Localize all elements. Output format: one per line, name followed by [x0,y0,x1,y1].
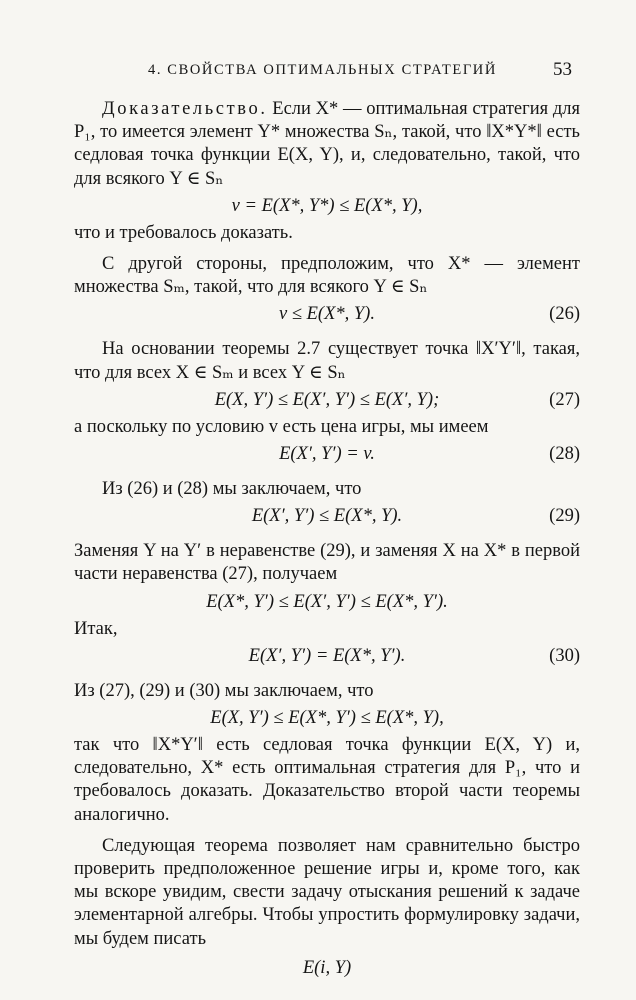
equation-formula: E(X*, Y′) ≤ E(X′, Y′) ≤ E(X*, Y′). [206,591,448,612]
equation-formula: E(X, Y′) ≤ E(X*, Y′) ≤ E(X*, Y), [210,708,444,729]
paragraph: что и требовалось доказать. [74,222,293,243]
equation-formula: E(X′, Y′) ≤ E(X*, Y). [251,506,403,527]
paragraph: Итак, [74,618,118,639]
equation-26 [74,302,580,326]
equation [74,956,580,980]
running-header [0,59,636,86]
equation-30 [74,644,580,668]
paragraph: Из (27), (29) и (30) мы заключаем, что [74,680,374,701]
equation-number: (29) [549,506,580,527]
equation [74,706,580,730]
equation-formula: E(i, Y) [302,957,352,978]
paragraph: С другой стороны, предположим, что X* — элемент множества Sₘ, такой, что для всякого Y ∈ Sₙ [74,254,580,298]
equation [74,590,580,614]
paragraph: Следующая теорема позволяет нам сравнительно быстро проверить предположенное решение игры и, кроме того, как мы вскоре увидим, свести задачу отыскания решений к задаче элементарной алгебры. Чтобы упростить формулировку задачи, мы будем писать [74,835,580,949]
equation [74,194,580,218]
equation-formula: E(X, Y′) ≤ E(X′, Y′) ≤ E(X′, Y); [214,389,440,410]
paragraph-proof-start [74,98,580,191]
paragraph: На основании теоремы 2.7 существует точка ‖X′Y′‖, такая, что для всех X ∈ Sₘ и всех Y ∈ Sₙ [74,339,580,383]
equation-29 [74,504,580,528]
proof-label: Доказательство. [102,99,268,119]
paragraph: так что ‖X*Y′‖ есть седловая точка функции E(X, Y) и, следовательно, X* есть оптимальная стратегия для P₁, что и требовалось доказать. Доказательство второй части теоремы аналогично. [74,735,580,825]
equation-formula: E(X′, Y′) = E(X*, Y′). [248,645,406,666]
equation-number: (26) [549,304,580,325]
equation-number: (28) [549,444,580,465]
proof-text: Если X* — оптимальная стратегия для P₁, то имеется элемент Y* множества Sₙ, такой, что ‖X*Y*‖ есть седловая точка функции E(X, Y), и, следовательно, такой, что для всякого Y ∈ Sₙ [74,99,580,189]
equation-formula: v = E(X*, Y*) ≤ E(X*, Y), [231,195,423,216]
equation-number: (27) [549,389,580,410]
equation-27 [74,388,580,412]
paragraph: а поскольку по условию v есть цена игры, мы имеем [74,416,489,437]
paragraph: Из (26) и (28) мы заключаем, что [102,479,362,500]
equation-28 [74,442,580,466]
header-title: 4. СВОЙСТВА ОПТИМАЛЬНЫХ СТРАТЕГИЙ [148,62,497,78]
equation-number: (30) [549,645,580,666]
page-number: 53 [553,59,572,80]
equation-formula: E(X′, Y′) = v. [279,444,375,465]
equation-formula: v ≤ E(X*, Y). [279,304,375,325]
paragraph: Заменяя Y на Y′ в неравенстве (29), и заменяя X на X* в первой части неравенства (27), получаем [74,541,580,585]
page-body [74,98,580,984]
